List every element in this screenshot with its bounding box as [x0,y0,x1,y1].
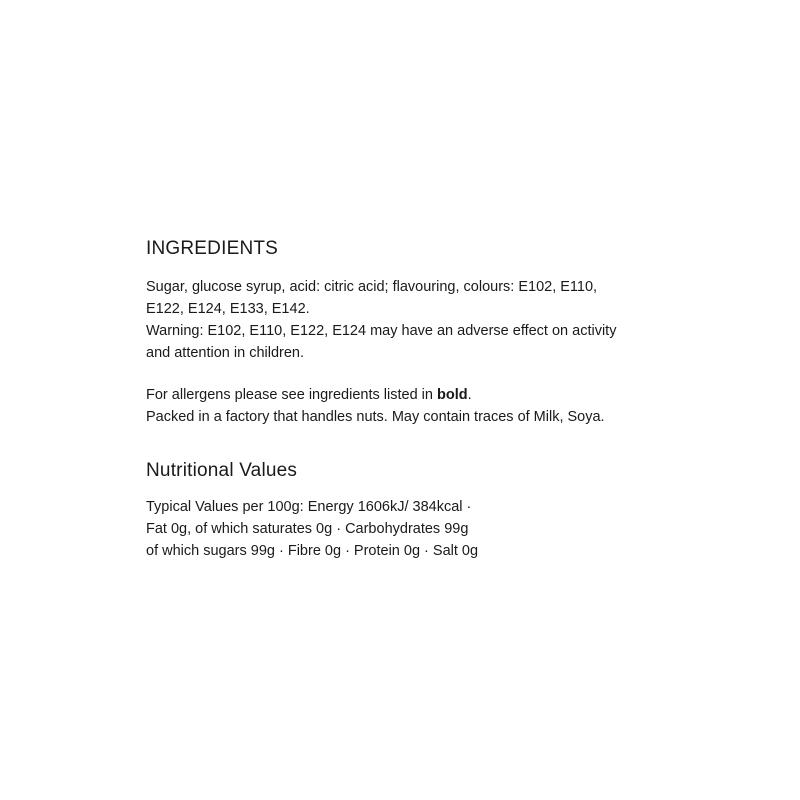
ingredients-line: E122, E124, E133, E142. [146,301,310,317]
nutrition-heading: Nutritional Values [146,460,298,481]
ingredients-section [146,234,706,428]
allergen-note-text: For allergens please see ingredients listed in [146,387,437,403]
ingredients-heading: INGREDIENTS [146,238,279,259]
warning-line: Warning: E102, E110, E122, E124 may have an adverse effect on activity [146,323,617,339]
nutrition-line: Typical Values per 100g: Energy 1606kJ/ 384kcal · [146,499,472,515]
ingredients-line: Sugar, glucose syrup, acid: citric acid; flavouring, colours: E102, E110, [146,279,598,295]
allergen-note [146,384,706,406]
nutrition-line: Fat 0g, of which saturates 0g · Carbohydrates 99g [146,521,469,537]
ingredients-list [146,276,706,364]
product-label [146,234,706,562]
nutrition-values [146,496,706,562]
allergen-note-end: . [467,387,472,403]
nutrition-line: of which sugars 99g · Fibre 0g · Protein 0g · Salt 0g [146,543,479,559]
allergen-bold-word: bold [436,387,468,403]
allergen-info [146,384,706,428]
warning-line: and attention in children. [146,345,304,361]
nutrition-section [146,456,706,562]
factory-note: Packed in a factory that handles nuts. May contain traces of Milk, Soya. [146,409,605,425]
